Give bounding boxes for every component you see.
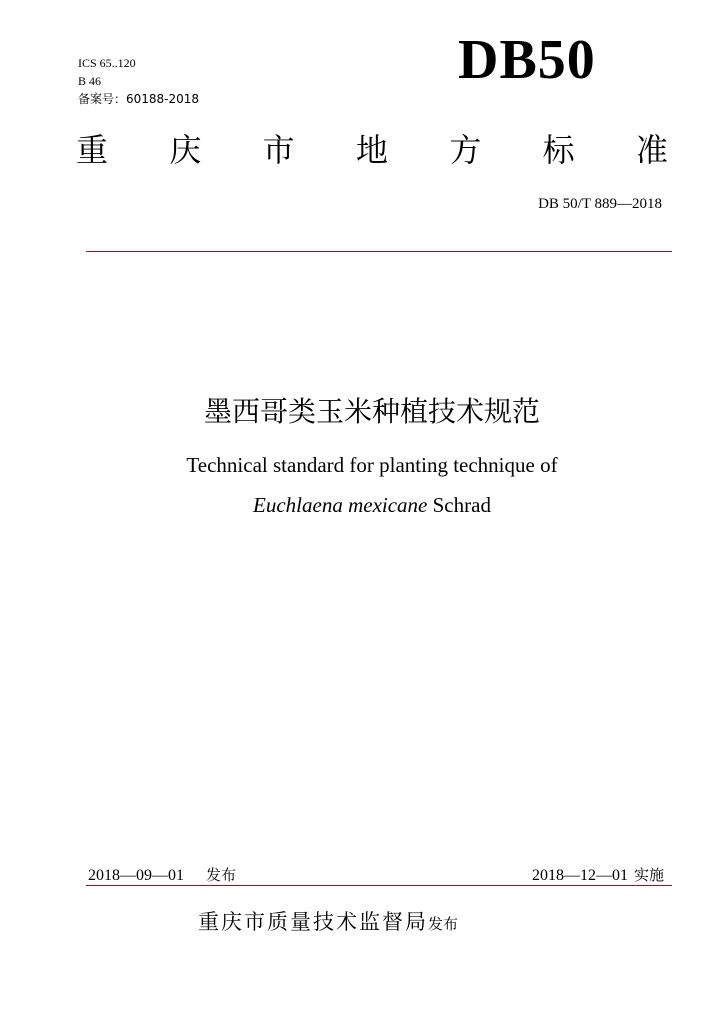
issuer-name: 重庆市质量技术监督局 — [198, 910, 428, 934]
species-author: Schrad — [432, 493, 491, 517]
standard-code-logo: DB50 — [458, 29, 596, 91]
issue-label: 发布 — [206, 866, 237, 884]
issue-date-block — [88, 864, 236, 885]
implement-label: 实施 — [633, 866, 664, 884]
implement-date-block — [532, 864, 664, 885]
species-name: Euchlaena mexicane — [253, 493, 428, 517]
title-english-line2 — [0, 490, 724, 520]
authority-char: 方 — [449, 131, 482, 169]
authority-char: 标 — [542, 131, 575, 169]
issuer-block — [198, 906, 458, 936]
title-english-line1: Technical standard for planting technique of — [186, 453, 558, 477]
top-divider — [86, 251, 672, 252]
authority-char: 市 — [262, 131, 295, 169]
filing-number: 备案号：60188-2018 — [78, 92, 200, 106]
authority-char: 庆 — [169, 131, 202, 169]
authority-char: 地 — [355, 131, 388, 169]
authority-char: 重 — [76, 131, 109, 169]
authority-char: 准 — [635, 131, 668, 169]
clc-code: B 46 — [78, 74, 102, 88]
implement-date: 2018—12—01 — [531, 867, 628, 884]
authority-title — [76, 130, 668, 170]
ics-code: ICS 65..120 — [78, 56, 136, 70]
issue-date: 2018—09—01 — [88, 867, 184, 884]
title-chinese: 墨西哥类玉米种植技术规范 — [203, 395, 540, 428]
bottom-divider — [86, 885, 672, 886]
standard-number: DB 50/T 889—2018 — [538, 196, 662, 212]
issuer-suffix: 发布 — [428, 915, 459, 933]
